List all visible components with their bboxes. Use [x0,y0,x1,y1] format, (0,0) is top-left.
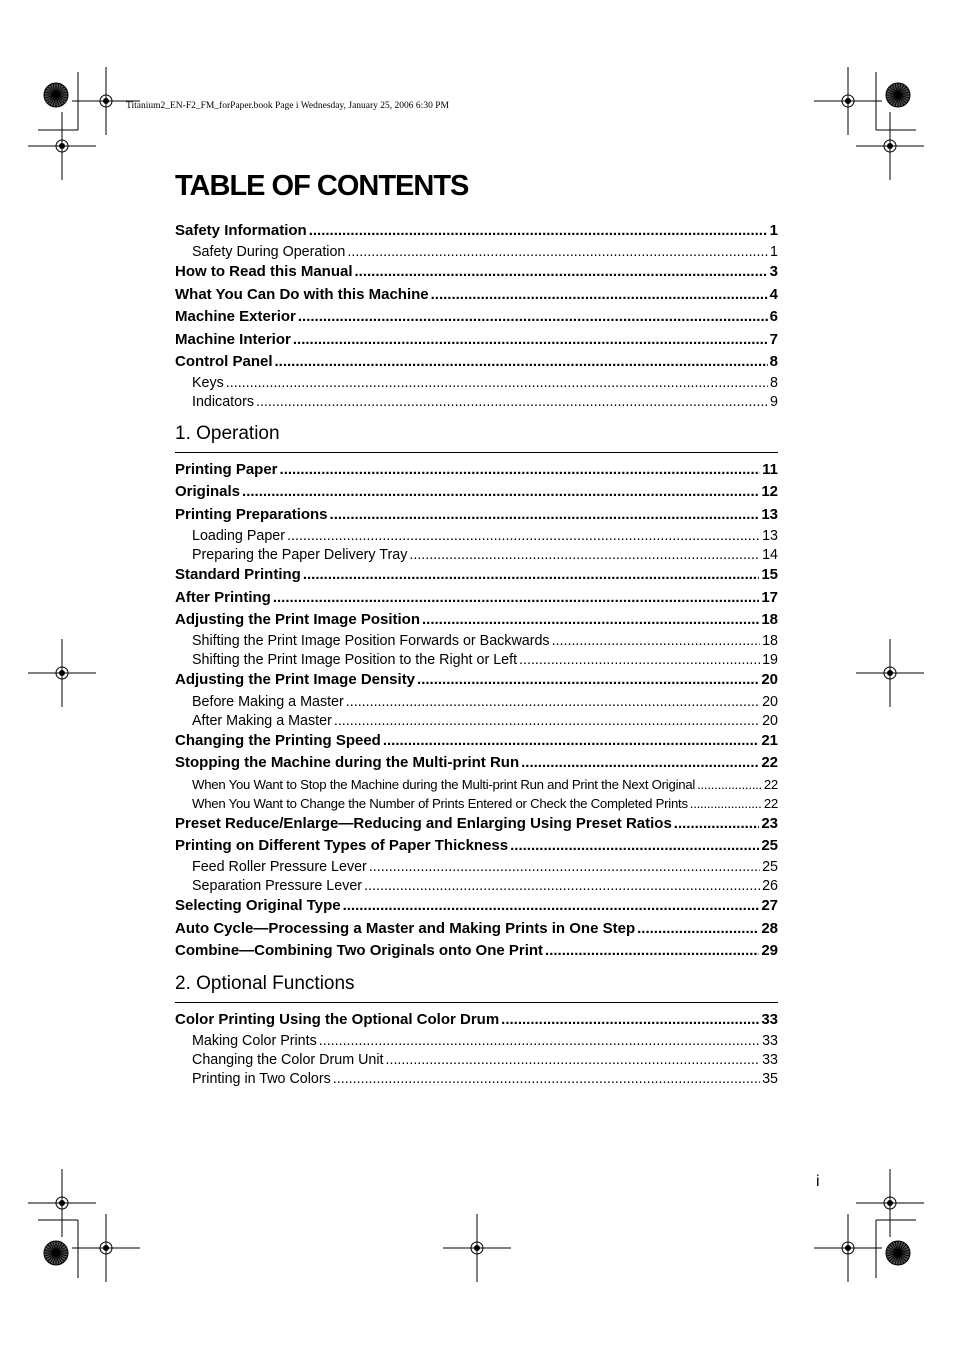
dot-leader [369,859,760,875]
toc-entry[interactable] [175,394,778,413]
dot-leader [417,671,759,688]
dot-leader [309,222,768,239]
toc-entry-page: 8 [770,375,778,392]
toc-entry[interactable] [175,506,778,528]
dot-leader [333,1071,760,1087]
toc-entry[interactable] [175,528,778,547]
dot-leader [521,754,759,771]
toc-entry-page: 29 [761,942,778,960]
toc-entry[interactable] [175,1071,778,1090]
toc-entry-page: 11 [762,461,778,478]
toc-entry-title: Keys [192,375,224,392]
dot-leader [330,506,760,523]
toc-entry[interactable] [175,694,778,713]
dot-leader [242,483,759,500]
toc-entry[interactable] [175,837,778,859]
toc-entry-page: 28 [761,919,778,937]
page-title: TABLE OF CONTENTS [175,170,469,202]
toc-entry-page: 1 [770,244,778,261]
toc-entry-title: Color Printing Using the Optional Color Drum [175,1011,500,1028]
toc-entry-page: 27 [761,897,778,915]
dot-leader [690,796,762,811]
toc-entry-title: Adjusting the Print Image Position [175,610,421,628]
toc-chapter-2 [175,1011,778,1090]
toc-entry-title: When You Want to Stop the Machine during the Multi-print Run and Print the Next Original [192,776,696,792]
dot-leader [386,1052,761,1068]
dot-leader [355,263,768,280]
toc-entry[interactable] [175,942,778,964]
toc-entry-page: 13 [762,528,778,545]
toc-entry-title: Shifting the Print Image Position Forwards or Backwards [192,633,550,650]
dot-leader [519,652,760,668]
toc-entry[interactable] [175,611,778,633]
dot-leader [293,331,768,348]
toc-entry[interactable] [175,671,778,693]
toc-entry[interactable] [175,796,778,815]
toc-entry-title: Control Panel [175,352,273,370]
dot-leader [298,308,768,325]
toc-entry-page: 20 [762,712,778,729]
dot-leader [510,837,759,854]
toc-entry-title: How to Read this Manual [175,263,353,281]
toc-entry[interactable] [175,244,778,263]
toc-entry-page: 15 [761,566,778,584]
toc-entry[interactable] [175,713,778,732]
toc-entry-title: Combine—Combining Two Originals onto One Print [175,942,544,960]
toc-entry[interactable] [175,263,778,285]
toc-entry-page: 21 [761,731,778,749]
print-slug: Titanium2_EN-F2_FM_forPaper.book Page i Wednesday, January 25, 2006 6:30 PM [126,101,449,111]
toc-entry-title: Preparing the Paper Delivery Tray [192,547,408,564]
toc-entry[interactable] [175,897,778,919]
dot-leader [545,942,759,959]
toc-entry-page: 6 [769,308,778,326]
toc-entry-page: 14 [762,547,778,564]
toc-entry-title: Selecting Original Type [175,897,341,915]
toc-entry-title: Changing the Printing Speed [175,731,381,749]
dot-leader [334,713,760,729]
toc-entry[interactable] [175,353,778,375]
toc-entry-title: Making Color Prints [192,1033,317,1050]
toc-chapter-1 [175,461,778,964]
toc-entry[interactable] [175,1011,778,1033]
toc-entry-page: 8 [769,352,778,370]
toc-entry[interactable] [175,1052,778,1071]
dot-leader [343,897,760,914]
dot-leader [501,1011,759,1028]
toc-entry[interactable] [175,754,778,776]
toc-entry-page: 7 [769,330,778,348]
toc-entry-title: Loading Paper [192,528,286,545]
toc-entry[interactable] [175,859,778,878]
toc-entry-page: 12 [761,483,778,501]
dot-leader [275,353,768,370]
toc-entry-page: 9 [770,394,778,411]
toc-entry[interactable] [175,777,778,796]
toc-entry[interactable] [175,815,778,837]
toc-entry-title: After Making a Master [192,712,332,729]
toc-entry[interactable] [175,483,778,505]
dot-leader [280,461,761,478]
toc-entry-title: What You Can Do with this Machine [175,285,429,303]
toc-entry[interactable] [175,308,778,330]
toc-entry-title: After Printing [175,588,271,606]
toc-entry-title: When You Want to Change the Number of Prints Entered or Check the Completed Prints [192,795,688,811]
toc-entry-title: Printing Paper [175,461,278,478]
toc-entry[interactable] [175,878,778,897]
toc-entry-title: Machine Exterior [175,308,296,326]
toc-entry-page: 3 [769,263,778,281]
toc-front-matter [175,222,778,413]
toc-entry-title: Stopping the Machine during the Multi-print Run [175,754,520,772]
dot-leader [409,547,760,563]
toc-entry-page: 23 [761,814,778,832]
toc-entry-title: Changing the Color Drum Unit [192,1052,384,1069]
toc-entry-title: Feed Roller Pressure Lever [192,859,367,876]
toc-entry-page: 25 [762,859,778,876]
toc-entry-title: Printing in Two Colors [192,1071,331,1088]
toc-entry[interactable] [175,461,778,483]
toc-entry-title: Safety Information [175,222,307,239]
chapter-heading-1: 1. Operation [175,423,778,453]
toc-entry-page: 33 [762,1033,778,1050]
toc-entry-title: Indicators [192,394,254,411]
page-number: i [816,1173,820,1190]
dot-leader [431,286,768,303]
toc-entry[interactable] [175,920,778,942]
toc-entry-page: 22 [761,754,778,772]
toc-entry-page: 25 [761,836,778,854]
toc-entry[interactable] [175,331,778,353]
dot-leader [287,528,760,544]
toc-entry-title: Printing on Different Types of Paper Thickness [175,836,509,854]
chapter-heading-2: 2. Optional Functions [175,973,778,1003]
toc-entry-page: 4 [769,285,778,303]
dot-leader [226,375,768,391]
dot-leader [273,589,759,606]
toc-entry-title: Shifting the Print Image Position to the Right or Left [192,652,518,669]
dot-leader [637,920,759,937]
toc-entry-title: Adjusting the Print Image Density [175,671,416,689]
toc-entry-page: 22 [763,776,778,792]
toc-entry-title: Printing Preparations [175,505,328,523]
dot-leader [674,815,760,832]
toc-entry-title: Before Making a Master [192,693,344,710]
toc-entry[interactable] [175,589,778,611]
toc-entry-page: 13 [761,505,778,523]
toc-entry[interactable] [175,375,778,394]
toc-entry[interactable] [175,222,778,244]
dot-leader [256,394,768,410]
toc-entry[interactable] [175,286,778,308]
toc-entry-title: Preset Reduce/Enlarge—Reducing and Enlarging Using Preset Ratios [175,814,672,832]
toc-entry-page: 17 [761,588,778,606]
toc-entry[interactable] [175,652,778,671]
dot-leader [319,1033,760,1049]
toc-entry-page: 1 [769,222,778,239]
toc-entry-title: Machine Interior [175,330,291,348]
dot-leader [552,633,761,649]
toc-entry[interactable] [175,566,778,588]
toc-entry-title: Auto Cycle—Processing a Master and Making Prints in One Step [175,919,636,937]
toc-entry-page: 18 [761,610,778,628]
toc-entry[interactable] [175,1033,778,1052]
dot-leader [346,694,760,710]
dot-leader [383,732,759,749]
toc-entry-page: 33 [762,1052,778,1069]
toc-entry-page: 35 [762,1071,778,1088]
toc-entry-page: 33 [761,1011,778,1028]
toc-entry-title: Originals [175,483,241,501]
toc-entry-page: 22 [763,795,778,811]
dot-leader [422,611,759,628]
toc-entry[interactable] [175,732,778,754]
toc-entry-title: Separation Pressure Lever [192,878,363,895]
dot-leader [347,244,768,260]
dot-leader [303,566,759,583]
toc-entry-title: Safety During Operation [192,244,346,261]
toc-entry-page: 18 [762,633,778,650]
toc-entry-title: Standard Printing [175,566,301,584]
toc-entry-page: 20 [761,671,778,689]
dot-leader [364,878,760,894]
toc-entry[interactable] [175,547,778,566]
toc-entry-page: 19 [762,652,778,669]
dot-leader [697,777,762,792]
toc-entry-page: 26 [762,878,778,895]
toc-entry[interactable] [175,633,778,652]
toc-entry-page: 20 [762,693,778,710]
